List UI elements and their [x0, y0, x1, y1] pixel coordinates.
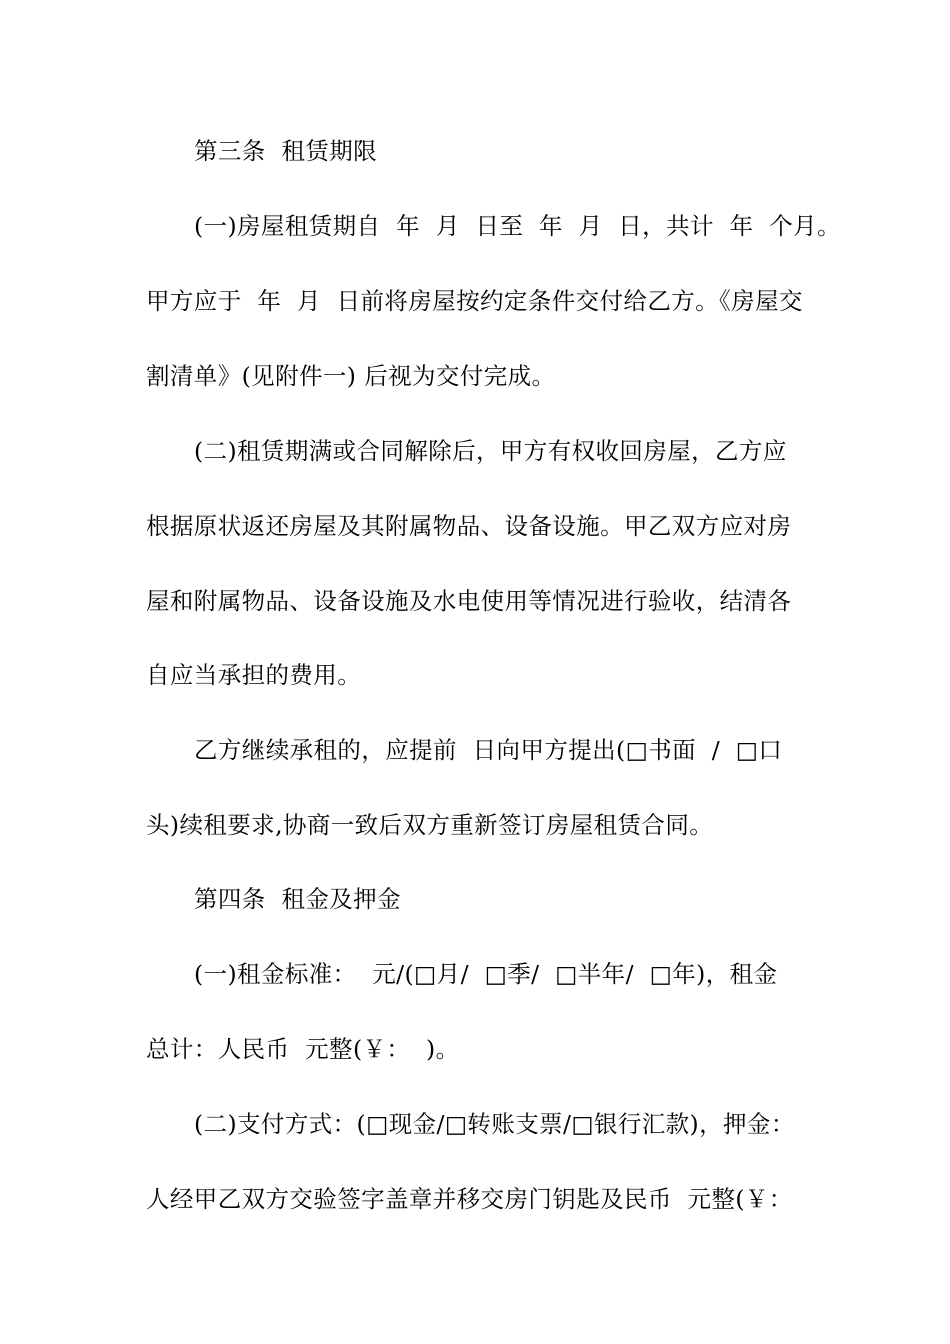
paragraph-line: 人经甲乙双方交验签字盖章并移交房门钥匙及民币 元整(￥：	[146, 1185, 793, 1213]
paragraph-line: 根据原状返还房屋及其附属物品、设备设施。甲乙双方应对房	[146, 512, 792, 540]
paragraph-line: 总计：人民币 元整(￥： )。	[146, 1035, 460, 1063]
paragraph-line: 屋和附属物品、设备设施及水电使用等情况进行验收，结清各	[146, 587, 792, 615]
paragraph-line: 自应当承担的费用。	[146, 661, 362, 689]
article-4-heading: 第四条 租金及押金	[194, 885, 401, 913]
paragraph-line: (一)房屋租赁期自 年 月 日至 年 月 日，共计 年 个月。	[194, 212, 841, 240]
paragraph-line: 割清单》(见附件一) 后视为交付完成。	[146, 362, 556, 390]
paragraph-line: (二)支付方式：(□现金/□转账支票/□银行汇款)，押金：	[194, 1110, 795, 1138]
article-3-heading: 第三条 租赁期限	[194, 137, 378, 165]
paragraph-line: 甲方应于 年 月 日前将房屋按约定条件交付给乙方。《房屋交	[146, 287, 803, 315]
paragraph-line: 头)续租要求,协商一致后双方重新签订房屋租赁合同。	[146, 811, 714, 839]
paragraph-line: (一)租金标准： 元/(□月/ □季/ □半年/ □年)，租金	[194, 960, 778, 988]
paragraph-line: 乙方继续承租的，应提前 日向甲方提出(□书面 / □口	[194, 736, 783, 764]
paragraph-line: (二)租赁期满或合同解除后，甲方有权收回房屋，乙方应	[194, 437, 787, 465]
